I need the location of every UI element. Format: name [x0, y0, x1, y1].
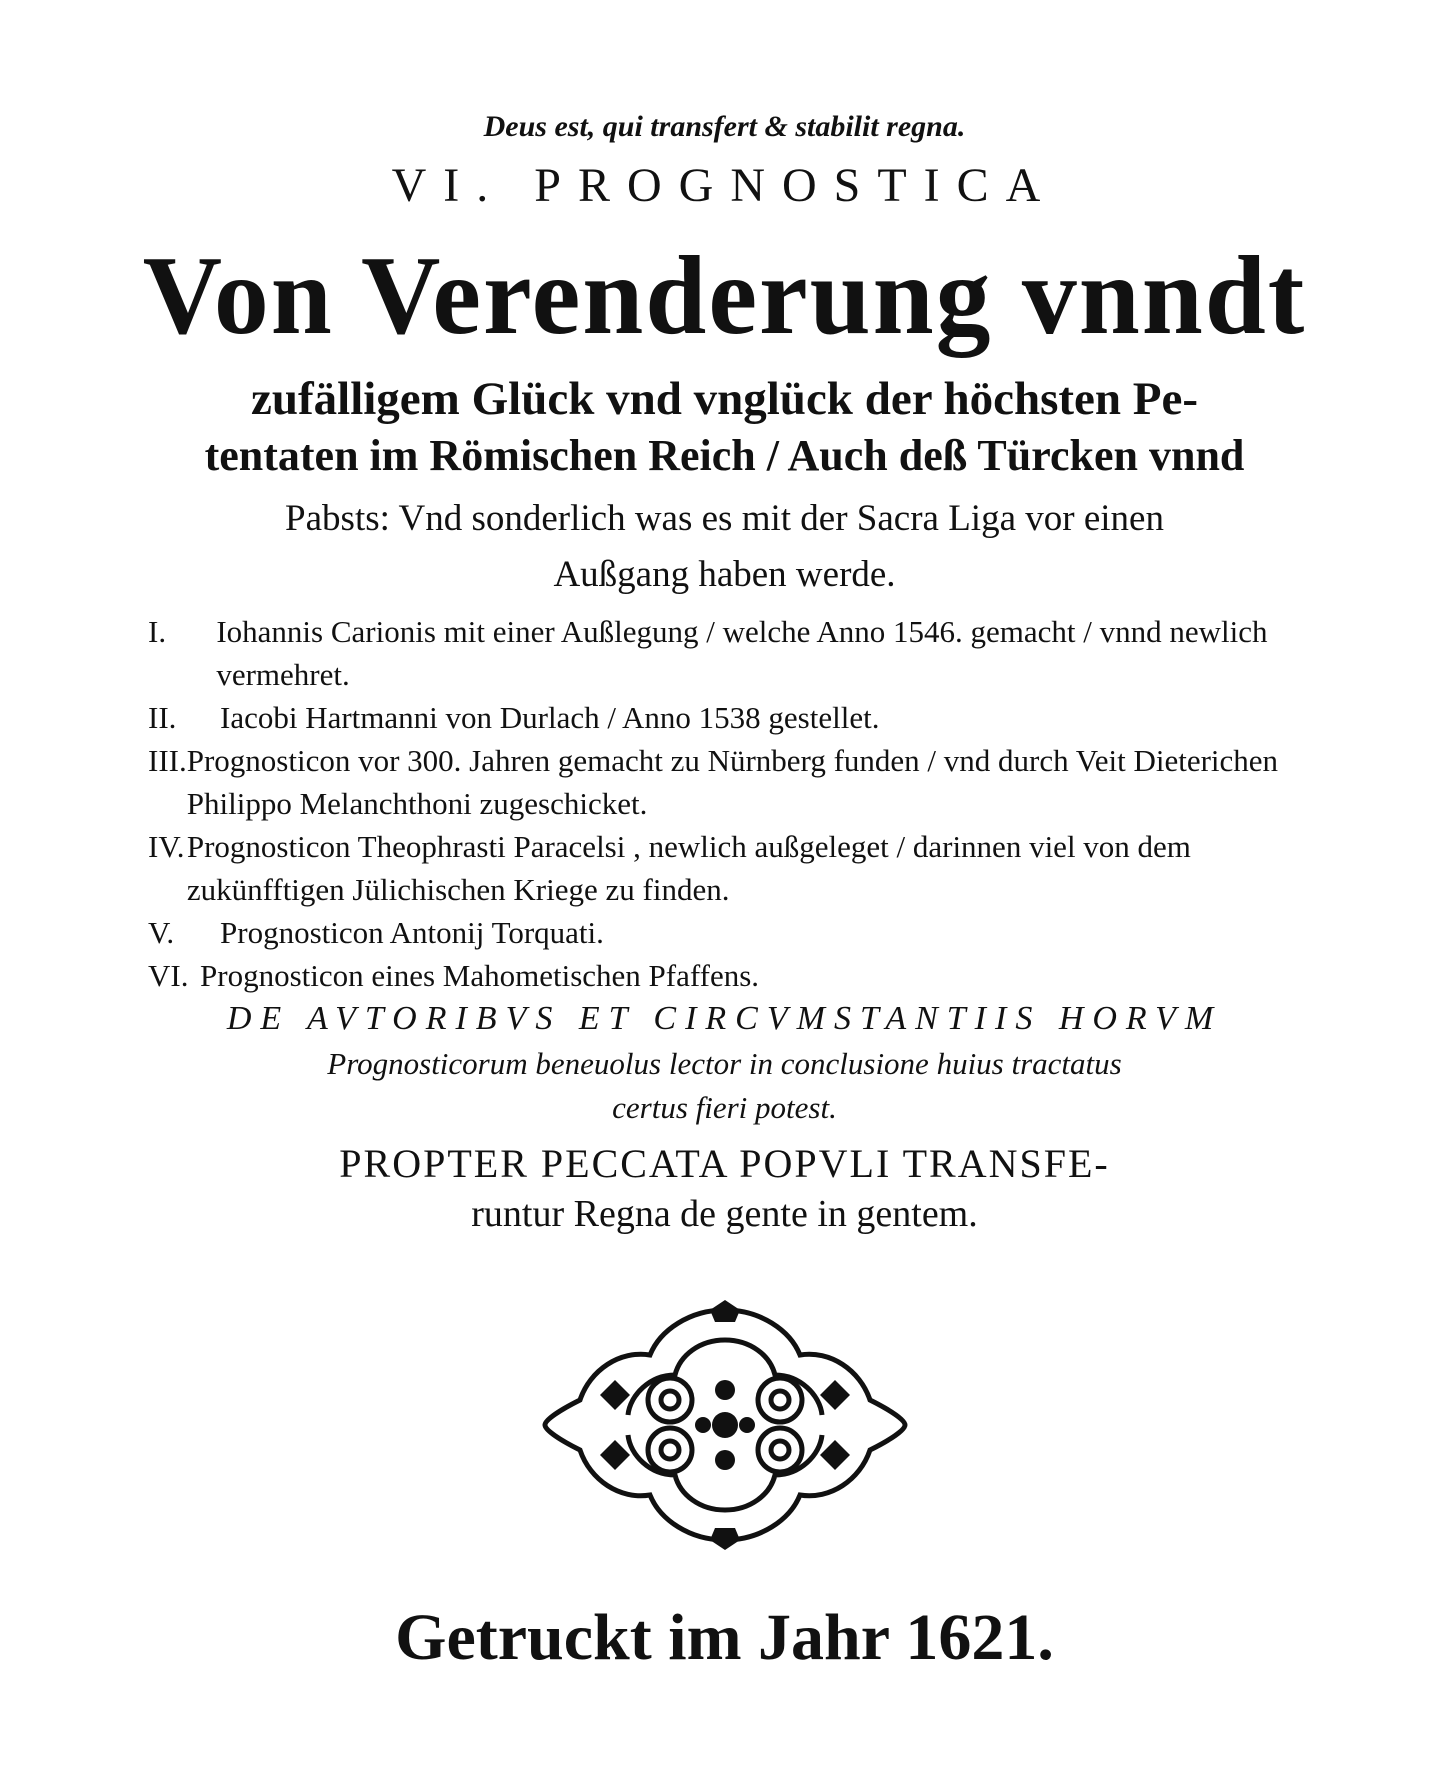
item-number: II.	[148, 700, 177, 735]
prognostica-list	[148, 610, 1348, 997]
item-text: Prognosticon eines Mahometischen Pfaffens.	[200, 958, 760, 993]
subtitle-line-1: zufälligem Glück vnd vnglück der höchsten Pe-	[250, 373, 1199, 425]
list-item	[148, 954, 1348, 997]
item-number: III.	[148, 743, 187, 778]
item-text: Iohannis Carionis mit einer Außlegung / welche Anno 1546. gemacht / vnnd newlich vermehret.	[216, 614, 1268, 692]
motto: Deus est, qui transfert & stabilit regna.	[483, 110, 966, 143]
item-text: Prognosticon vor 300. Jahren gemacht zu Nürnberg funden / vnd durch Veit Dieterichen Philippo Melanchthoni zugeschicket.	[186, 743, 1279, 821]
list-item	[148, 911, 1348, 954]
list-item	[148, 825, 1348, 911]
list-item	[148, 739, 1348, 825]
item-text: Prognosticon Antonij Torquati.	[220, 915, 604, 950]
item-number: VI.	[148, 958, 189, 993]
baroque-ornament-icon	[540, 1300, 910, 1550]
list-item	[148, 610, 1348, 696]
propter-line-1: PROPTER PECCATA POPVLI TRANSFE-	[339, 1141, 1110, 1186]
latin-line-3: certus fieri potest.	[612, 1090, 837, 1125]
item-number: IV.	[148, 829, 185, 864]
main-title: Von Verenderung vnndt	[142, 234, 1307, 358]
latin-line-2: Prognosticorum beneuolus lector in conclusione huius tractatus	[327, 1046, 1122, 1081]
latin-caps-line: DE AVTORIBVS ET CIRCVMSTANTIIS HORVM	[226, 1000, 1223, 1037]
item-number: V.	[148, 915, 175, 950]
subtitle-line-4: Außgang haben werde.	[553, 554, 896, 595]
item-text: Iacobi Hartmanni von Durlach / Anno 1538 gestellet.	[220, 700, 880, 735]
list-item	[148, 696, 1348, 739]
subtitle-line-2: tentaten im Römischen Reich / Auch deß Türcken vnnd	[204, 431, 1245, 480]
imprint-line: Getruckt im Jahr 1621.	[395, 1601, 1054, 1674]
prognostica-title: VI. PROGNOSTICA	[391, 159, 1058, 212]
item-text: Prognosticon Theophrasti Paracelsi , newlich außgeleget / darinnen viel von dem zukünfftigen Jülichischen Kriege zu finden.	[186, 829, 1191, 907]
item-number: I.	[148, 614, 167, 649]
subtitle-line-3: Pabsts: Vnd sonderlich was es mit der Sacra Liga vor einen	[285, 498, 1164, 539]
propter-line-2: runtur Regna de gente in gentem.	[471, 1193, 978, 1235]
